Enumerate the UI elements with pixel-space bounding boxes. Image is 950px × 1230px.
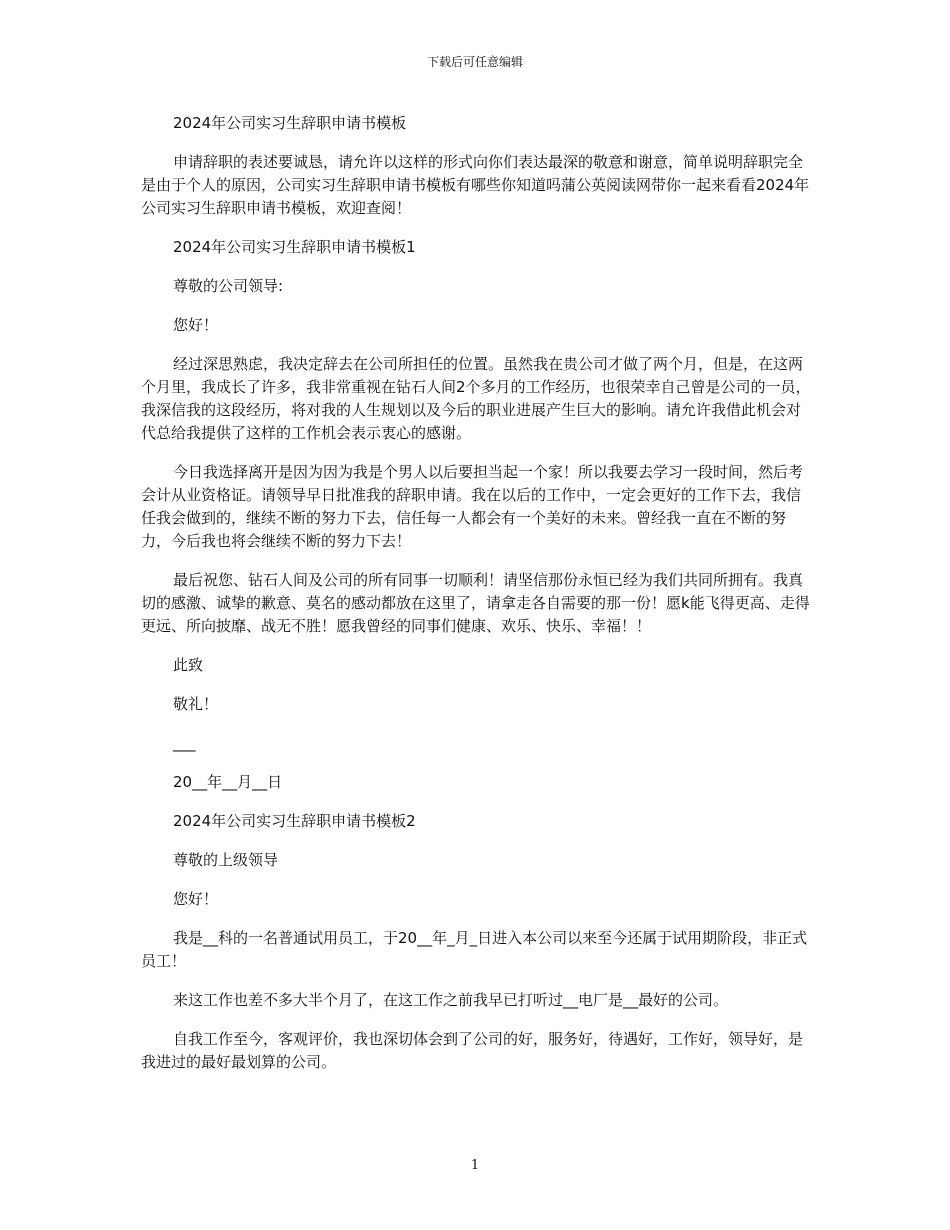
template2-paragraph-2: 来这工作也差不多大半个月了，在这工作之前我早已打听过__电厂是__最好的公司。	[173, 991, 729, 1009]
template1-paragraph-3: 最后祝您、钻石人间及公司的所有同事一切顺利！请坚信那份永恒已经为我们共同所拥有。我真切的感激、诚挚的歉意、莫名的感动都放在这里了，请拿走各自需要的那一份！愿k能飞得更高、走得更远、所向披靡、战无不胜！愿我曾经的同事们健康、欢乐、快乐、幸福！！	[141, 571, 810, 635]
document-title: 2024年公司实习生辞职申请书模板	[173, 114, 407, 132]
template2-paragraph-3: 自我工作至今，客观评价，我也深切体会到了公司的好，服务好，待遇好，工作好，领导好，是我进过的最好最划算的公司。	[141, 1030, 804, 1071]
template1-paragraph-2: 今日我选择离开是因为因为我是个男人以后要担当起一个家！所以我要去学习一段时间，然后考会计从业资格证。请领导早日批准我的辞职申请。我在以后的工作中，一定会更好的工作下去，我信任我会做到的，继续不断的努力下去，信任每一人都会有一个美好的未来。曾经我一直在不断的努力，今后我也将会继续不断的努力下去！	[141, 463, 804, 550]
template1-date-line: 20__年__月__日	[173, 773, 283, 791]
template1-signature-line: ___	[173, 734, 196, 752]
template1-closing-2: 敬礼！	[173, 695, 219, 713]
intro-paragraph: 申请辞职的表述要诚恳，请允许以这样的形式向你们表达最深的敬意和谢意，简单说明辞职完全是由于个人的原因，公司实习生辞职申请书模板有哪些你知道吗蒲公英阅读网带你一起来看看2024年公司实习生辞职申请书模板，欢迎查阅！	[141, 153, 810, 217]
template2-heading: 2024年公司实习生辞职申请书模板2	[173, 812, 416, 830]
template2-paragraph-1: 我是__科的一名普通试用员工，于20__年_月_日进入本公司以来至今还属于试用期阶段，非正式员工！	[141, 929, 808, 970]
template2-greeting: 您好！	[173, 890, 219, 908]
template1-salutation: 尊敬的公司领导:	[173, 277, 284, 295]
page-header: 下载后可任意编辑	[426, 55, 523, 69]
template1-heading: 2024年公司实习生辞职申请书模板1	[173, 238, 416, 256]
template1-closing-1: 此致	[173, 656, 204, 674]
page-number: 1	[470, 1158, 480, 1173]
template2-salutation: 尊敬的上级领导	[173, 851, 279, 869]
template1-paragraph-1: 经过深思熟虑，我决定辞去在公司所担任的位置。虽然我在贵公司才做了两个月，但是，在这两个月里，我成长了许多，我非常重视在钻石人间2个多月的工作经历，也很荣幸自己曾是公司的一员，我深信我的这段经历，将对我的人生规划以及今后的职业进展产生巨大的影响。请允许我借此机会对代总给我提供了这样的工作机会表示衷心的感谢。	[141, 355, 811, 442]
document-body	[141, 112, 813, 1089]
template1-greeting: 您好！	[173, 316, 219, 334]
